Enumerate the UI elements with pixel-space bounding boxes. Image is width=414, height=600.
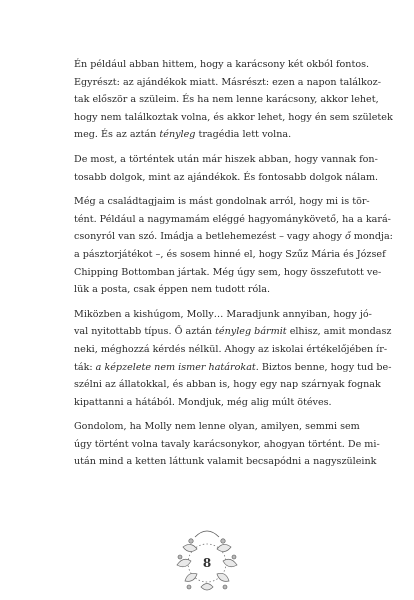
paragraph <box>62 306 392 412</box>
emphasis: a képzelete nem ismer határokat <box>95 361 256 373</box>
page-number: 8 <box>202 556 212 570</box>
text-line: kipattanni a hátából. Mondjuk, még alig múlt ötéves. <box>74 396 332 408</box>
paragraph <box>62 151 379 186</box>
text-line: a pásztorjátékot –, és sosem hinné el, hogy Szűz Mária és József <box>74 248 386 260</box>
paragraph <box>62 193 393 299</box>
text-line: után mind a ketten láttunk valamit becsapódni a nagyszüleink <box>74 456 377 468</box>
text-line: Én például abban hittem, hogy a karácsony két okból fontos. <box>74 59 370 70</box>
text-line: De most, a történtek után már hiszek abban, hogy vannak fon- <box>74 153 378 165</box>
text-line: Még a családtagjaim is mást gondolnak arról, hogy mi is tör- <box>74 196 370 208</box>
text-line: lük a posta, csak éppen nem tudott róla. <box>74 284 271 296</box>
text-line: Miközben a kishúgom, Molly… Maradjunk annyiban, hogy jó- <box>74 308 372 320</box>
paragraph <box>62 418 380 471</box>
text-line: Chipping Bottomban jártak. Még úgy sem, hogy összefutott ve- <box>74 266 382 278</box>
text-line: szélni az állatokkal, és abban is, hogy egy nap szárnyak fognak <box>74 379 381 391</box>
text-line: meg. És az aztán tényleg tragédia lett volna. <box>74 129 292 141</box>
paragraph <box>62 56 393 144</box>
text-line: ták: a képzelete nem ismer határokat. Biztos benne, hogy tud be- <box>74 361 392 373</box>
text-line: csonyról van szó. Imádja a betlehemezést – vagy ahogy ő mondja: <box>74 231 393 243</box>
emphasis: tényleg <box>215 326 252 338</box>
text-line: tént. Például a nagymamám eléggé hagyománykövető, ha a kará- <box>74 213 391 225</box>
text-line: úgy történt volna tavaly karácsonykor, ahogyan történt. De mi- <box>74 438 380 450</box>
emphasis: bármit <box>254 326 287 338</box>
text-line: neki, méghozzá kérdés nélkül. Ahogy az iskolai értékelőjében ír- <box>74 343 388 355</box>
emphasis: tényleg <box>159 129 196 141</box>
text-line: val nyitottabb típus. Ő aztán tényleg bármit elhisz, amit mondasz <box>74 326 392 338</box>
body-text <box>62 56 393 471</box>
text-line: tak először a szüleim. És ha nem lenne karácsony, akkor lehet, <box>74 94 379 106</box>
text-line: tosabb dolgok, mint az ajándékok. És fontosabb dolgok nálam. <box>74 171 379 183</box>
text-line: Egyrészt: az ajándékok miatt. Másrészt: ezen a napon találkoz- <box>74 76 381 88</box>
emphasis: ő <box>344 231 351 243</box>
text-line: Gondolom, ha Molly nem lenne olyan, amilyen, semmi sem <box>74 421 360 433</box>
text-line: hogy nem találkoztak volna, és akkor lehet, hogy én sem születek <box>74 111 393 123</box>
page-number-ornament <box>167 527 247 593</box>
